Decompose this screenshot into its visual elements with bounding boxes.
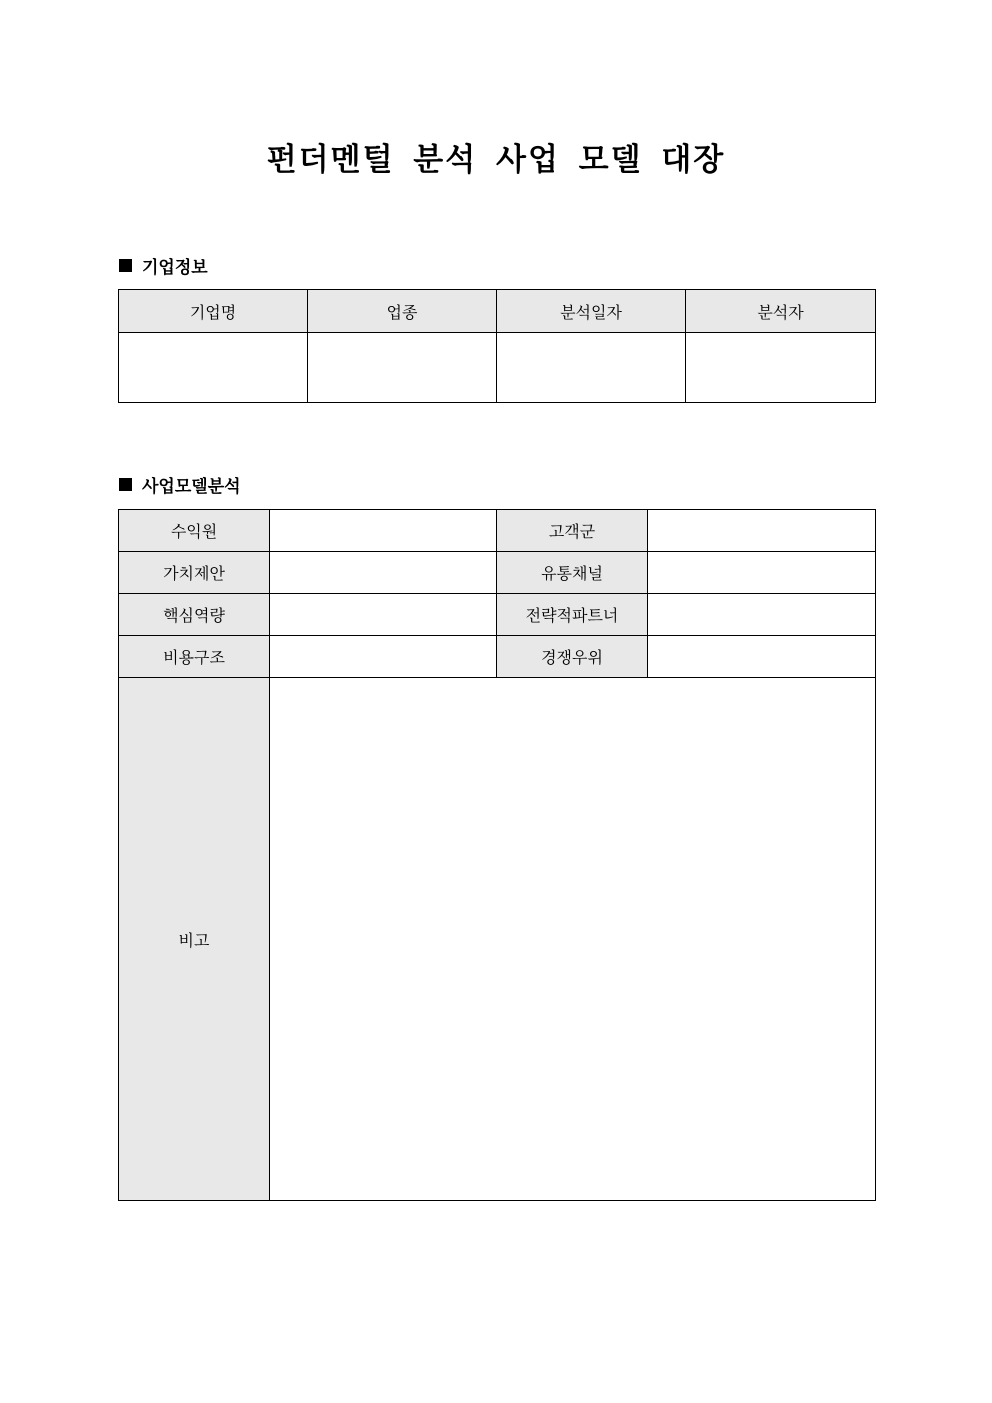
model-row bbox=[119, 636, 876, 678]
analysis-date-field[interactable] bbox=[497, 333, 686, 403]
value-proposition-field[interactable] bbox=[270, 552, 497, 594]
value-proposition-label: 가치제안 bbox=[119, 552, 270, 594]
customer-segment-label: 고객군 bbox=[497, 510, 648, 552]
business-model-table bbox=[118, 509, 876, 1201]
strategic-partner-label: 전략적파트너 bbox=[497, 594, 648, 636]
model-row bbox=[119, 594, 876, 636]
company-info-table bbox=[118, 289, 876, 403]
cost-structure-label: 비용구조 bbox=[119, 636, 270, 678]
analyst-header: 분석자 bbox=[686, 290, 876, 333]
notes-label: 비고 bbox=[119, 678, 270, 1201]
business-model-heading bbox=[119, 472, 241, 497]
company-info-heading bbox=[119, 253, 208, 278]
revenue-source-field[interactable] bbox=[270, 510, 497, 552]
notes-row bbox=[119, 678, 876, 1201]
industry-field[interactable] bbox=[308, 333, 497, 403]
notes-field[interactable] bbox=[270, 678, 876, 1201]
distribution-channel-field[interactable] bbox=[648, 552, 876, 594]
distribution-channel-label: 유통채널 bbox=[497, 552, 648, 594]
company-name-header: 기업명 bbox=[119, 290, 308, 333]
square-bullet-icon bbox=[119, 259, 132, 272]
competitive-advantage-field[interactable] bbox=[648, 636, 876, 678]
model-row bbox=[119, 552, 876, 594]
analysis-date-header: 분석일자 bbox=[497, 290, 686, 333]
company-info-header-row bbox=[119, 290, 876, 333]
cost-structure-field[interactable] bbox=[270, 636, 497, 678]
square-bullet-icon bbox=[119, 478, 132, 491]
analyst-field[interactable] bbox=[686, 333, 876, 403]
model-row bbox=[119, 510, 876, 552]
core-competency-label: 핵심역량 bbox=[119, 594, 270, 636]
core-competency-field[interactable] bbox=[270, 594, 497, 636]
customer-segment-field[interactable] bbox=[648, 510, 876, 552]
competitive-advantage-label: 경쟁우위 bbox=[497, 636, 648, 678]
business-model-heading-text: 사업모델분석 bbox=[142, 477, 241, 497]
company-name-field[interactable] bbox=[119, 333, 308, 403]
strategic-partner-field[interactable] bbox=[648, 594, 876, 636]
document-title: 펀더멘털 분석 사업 모델 대장 bbox=[266, 142, 726, 178]
company-info-heading-text: 기업정보 bbox=[142, 258, 208, 278]
industry-header: 업종 bbox=[308, 290, 497, 333]
revenue-source-label: 수익원 bbox=[119, 510, 270, 552]
company-info-value-row bbox=[119, 333, 876, 403]
